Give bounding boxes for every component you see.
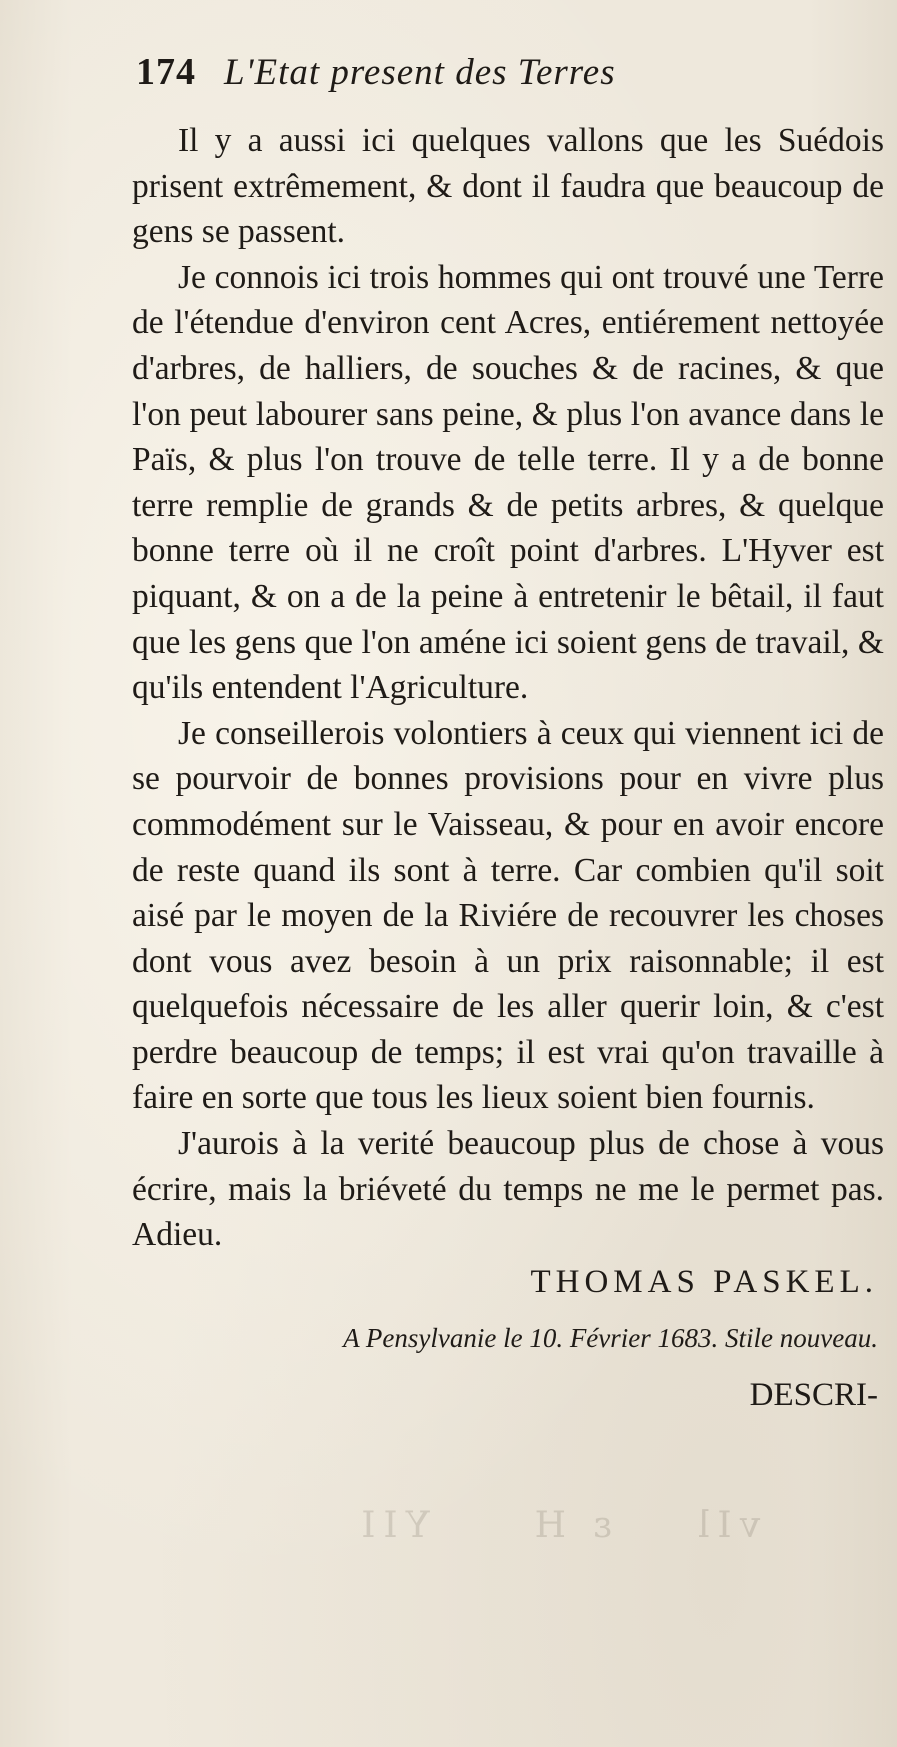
paragraph-1: Il y a aussi ici quelques vallons que les Suédois prisent extrêmement, & dont il faudra que beaucoup de gens se passent.: [132, 122, 884, 251]
paragraph-2: Je connois ici trois hommes qui ont trouvé une Terre de l'étendue d'environ cent Acres, entiérement nettoyée d'arbres, de halliers, de souches & de racines, & que l'on peut labourer sans peine, & plus l'on avance dans le Païs, & plus l'on trouve de telle terre. Il y a de bonne terre remplie de grands & de petits arbres, & quelque bonne terre où il ne croît point d'arbres. L'Hyver est piquant, & on a de la peine à entretenir le bêtail, il faut que les gens que l'on améne ici soient gens de travail, & qu'ils entendent l'Agriculture.: [132, 258, 884, 707]
text-block: [132, 50, 884, 1418]
running-title: L'Etat present des Terres: [224, 52, 616, 93]
dateline: A Pensylvanie le 10. Février 1683. Stile nouveau.: [343, 1322, 878, 1353]
page-header: [132, 50, 884, 124]
page-number: 174: [136, 51, 196, 93]
body-text: [132, 118, 884, 1258]
paragraph-3: Je conseillerois volontiers à ceux qui viennent ici de se pourvoir de bonnes provisions pour en vivre plus commodément sur le Vaisseau, & pour en avoir encore de reste quand ils sont à terre. Car combien qu'il soit aisé par le moyen de la Riviére de recouvrer les choses dont vous avez besoin à un prix raisonnable; il est quelquefois nécessaire de les aller querir loin, & c'est perdre beaucoup de temps; il est vrai qu'on travaille à faire en sorte que tous les lieux soient bien fournis.: [132, 714, 884, 1117]
catchword: DESCRI-: [749, 1376, 878, 1413]
signature: THOMAS PASKEL.: [530, 1263, 878, 1300]
show-through-from-reverse-page: vIl ε H ΥΙΙ: [353, 1505, 760, 1546]
paragraph-4: J'aurois à la verité beaucoup plus de chose à vous écrire, mais la briéveté du temps ne me le permet pas. Adieu.: [132, 1125, 884, 1254]
